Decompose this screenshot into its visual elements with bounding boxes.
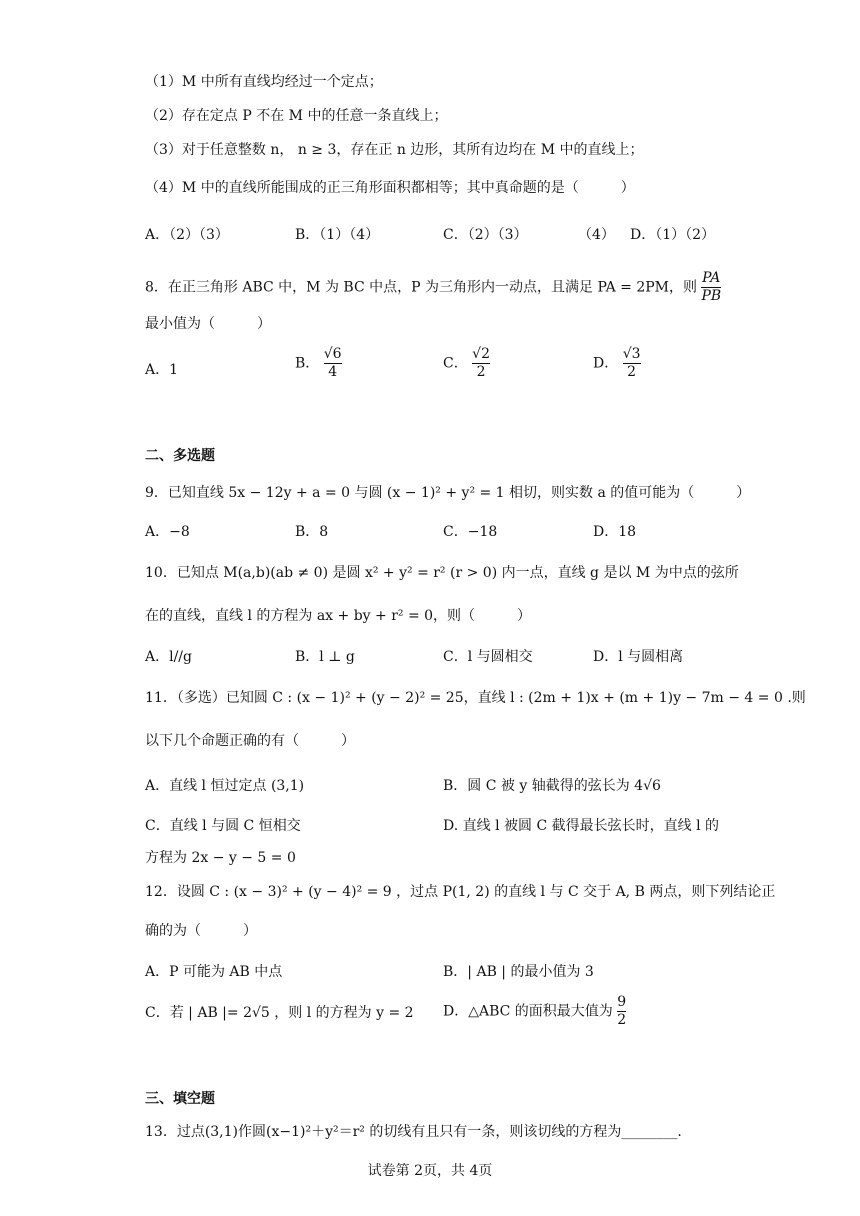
q8-stem-text: 8．在正三角形 ABC 中，M 为 BC 中点，P 为三角形内一动点，且满足 PA = 2PM，则 [145,279,697,296]
q9-option-a: A．−8 [145,524,190,540]
page-footer: 试卷第 2页，共 4页 [367,1163,493,1179]
q8-option-a: A．1 [145,362,179,378]
q7-statement-2: （2）存在定点 P 不在 M 中的任意一条直线上； [145,108,448,124]
q9-option-d: D．18 [593,524,637,540]
q7-statement-1: （1）M 中所有直线均经过一个定点； [145,74,383,90]
q9-option-b: B．8 [295,524,329,540]
q8-option-b-num: √6 [323,346,342,362]
q7-option-b: B．（1）（4） [295,227,380,243]
q8-option-c-fraction [472,346,490,381]
q11-option-d-cont: 方程为 2x − y − 5 = 0 [145,850,296,866]
q8-frac-num: PA [702,270,721,286]
q8-fraction [701,270,721,305]
q8-option-b-label: B． [295,355,320,372]
q12-option-a: A．P 可能为 AB 中点 [145,964,283,980]
q8-option-c [443,346,490,381]
q10-option-b: B．l ⊥ g [295,649,355,665]
q10-option-d: D．l 与圆相离 [593,649,684,665]
q10-option-c: C．l 与圆相交 [443,649,533,665]
q8-stem [145,270,721,305]
q7-option-c: C．（2）（3） [443,227,528,243]
q12-stem: 12．设圆 C : (x − 3)² + (y − 4)² = 9 ，过点 P(1, 2) 的直线 l 与 C 交于 A, B 两点，则下列结论正 [145,884,776,900]
q8-option-d [593,346,641,381]
q9-stem: 9．已知直线 5x − 12y + a = 0 与圆 (x − 1)² + y² = 1 相切，则实数 a 的值可能为（ ） [145,485,751,501]
q7-option-a: A．（2）（3） [145,227,229,243]
q11-option-a: A．直线 l 恒过定点 (3,1) [145,778,305,794]
q9-option-c: C．−18 [443,524,498,540]
q8-option-d-label: D． [593,355,619,372]
q7-statement-4: （4）M 中的直线所能围成的正三角形面积都相等；其中真命题的是（ ） [145,180,635,196]
q7-option-d: D．（1）（2） [630,227,716,243]
q7-statement-3: （3）对于任意整数 n， n ≥ 3，存在正 n 边形，其所有边均在 M 中的直线上； [145,142,644,158]
q8-option-b-fraction [324,346,342,381]
q12-option-c: C．若 | AB |= 2√5 ，则 l 的方程为 y = 2 [145,1005,414,1021]
q10-stem-2: 在的直线，直线 l 的方程为 ax + by + r² = 0，则（ ） [145,608,532,624]
q12-option-d-fraction [617,994,626,1029]
q10-stem: 10．已知点 M(a,b)(ab ≠ 0) 是圆 x² + y² = r² (r > 0) 内一点，直线 g 是以 M 为中点的弦所 [145,565,739,581]
q8-option-b-den: 4 [328,364,338,380]
q7-option-c-extra: （4） [578,227,615,243]
q12-option-d-den: 2 [617,1012,627,1028]
q12-option-d [443,994,626,1029]
q12-stem-2: 确的为（ ） [145,923,257,939]
q8-option-d-num: √3 [622,346,641,362]
q12-option-d-num: 9 [617,994,627,1010]
q8-option-d-den: 2 [627,364,637,380]
section-heading-multi-choice: 二、多选题 [145,448,215,464]
q8-option-c-den: 2 [476,364,486,380]
q8-frac-den: PB [701,288,722,304]
q10-option-a: A．l//g [145,649,192,665]
q8-stem-2: 最小值为（ ） [145,316,271,332]
q8-option-b [295,346,342,381]
section-heading-fill-blank: 三、填空题 [145,1091,215,1107]
q11-stem: 11．（多选）已知圆 C : (x − 1)² + (y − 2)² = 25，直线 l : (2m + 1)x + (m + 1)y − 7m − 4 = 0 .则 [145,690,806,706]
q11-option-d: D. 直线 l 被圆 C 截得最长弦长时，直线 l 的 [443,818,719,834]
q13-stem: 13．过点(3,1)作圆(x−1)²＋y²＝r² 的切线有且只有一条，则该切线的方程为________. [145,1124,682,1140]
q11-option-b: B．圆 C 被 y 轴截得的弦长为 4√6 [443,778,661,794]
q12-option-d-text: D．△ABC 的面积最大值为 [443,1003,613,1020]
q11-stem-2: 以下几个命题正确的有（ ） [145,733,355,749]
q8-option-c-label: C． [443,355,468,372]
q8-option-c-num: √2 [472,346,490,362]
q12-option-b: B．| AB | 的最小值为 3 [443,964,594,980]
q8-option-d-fraction [623,346,641,381]
q11-option-c: C．直线 l 与圆 C 恒相交 [145,818,301,834]
